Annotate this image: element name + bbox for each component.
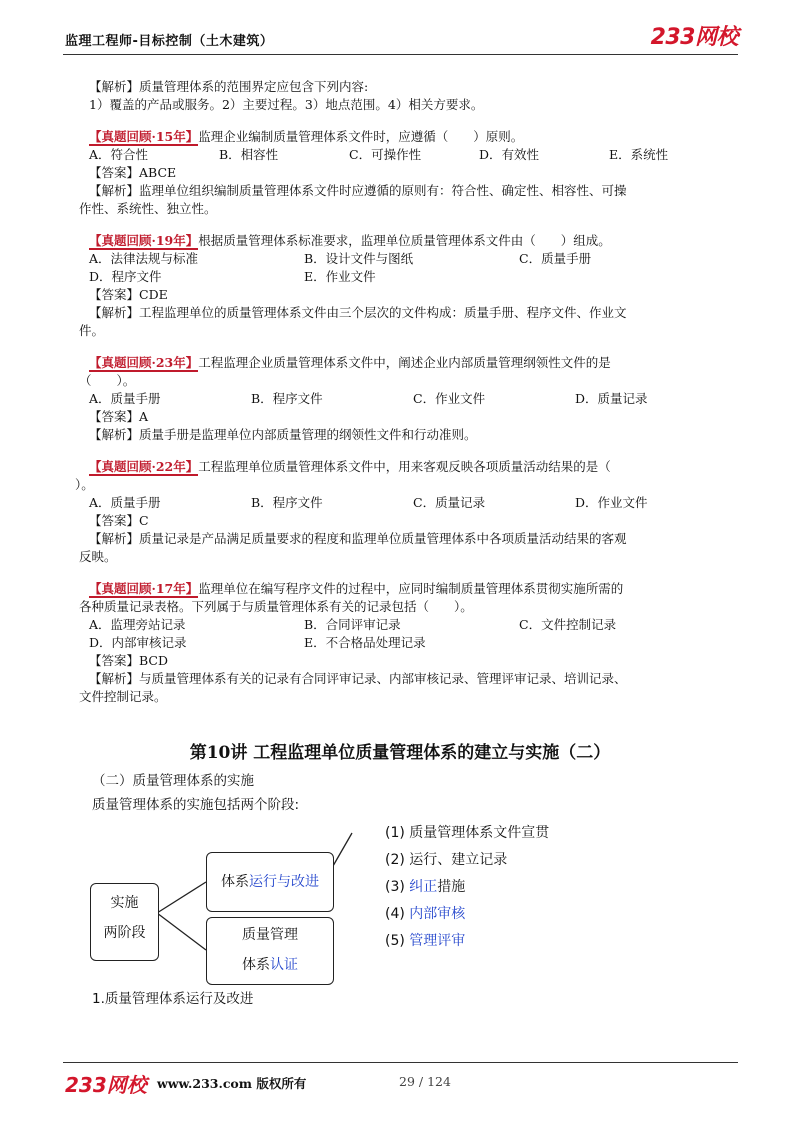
analysis-text: 【解析】监理单位组织编制质量管理体系文件时应遵循的原则有：符合性、确定性、相容性、可操	[89, 183, 627, 198]
answer-text: 【答案】CDE	[89, 287, 168, 302]
phase-box-line: 实施	[110, 895, 139, 911]
answer-text: 【答案】ABCE	[89, 165, 177, 180]
question-text: 工程监理企业质量管理体系文件中，阐述企业内部质量管理纲领性文件的是	[198, 355, 611, 370]
footer-divider	[63, 1062, 738, 1063]
option: B．合同评审记录	[304, 617, 401, 632]
step-item	[385, 903, 465, 923]
option: D．质量记录	[575, 391, 648, 406]
operation-box-text: 体系	[221, 874, 249, 890]
section-title: 第10讲 工程监理单位质量管理体系的建立与实施（二）	[189, 743, 611, 763]
question-text: 监理单位在编写程序文件的过程中，应同时编制质量管理体系贯彻实施所需的	[198, 581, 624, 596]
subsection-title: （二）质量管理体系的实施	[92, 773, 254, 789]
step-number: (2)	[385, 852, 405, 868]
question-text: 各种质量记录表格。下列属于与质量管理体系有关的记录包括（ ）。	[79, 599, 473, 614]
step-text: 质量管理体系文件宣贯	[409, 825, 550, 841]
option: A．质量手册	[89, 391, 161, 406]
certification-box-text: 体系	[242, 957, 270, 973]
option: E．作业文件	[304, 269, 376, 284]
option: E．系统性	[609, 147, 669, 162]
option: B．程序文件	[251, 495, 323, 510]
question-tag: 【真题回顾·22年】	[89, 459, 199, 474]
analysis-text: 【解析】质量管理体系的范围界定应包含下列内容:	[89, 79, 369, 94]
intro-text: 质量管理体系的实施包括两个阶段:	[92, 797, 300, 813]
option: A．监理旁站记录	[89, 617, 186, 632]
option: B．程序文件	[251, 391, 323, 406]
question-text: 根据质量管理体系标准要求，监理单位质量管理体系文件由（ ）组成。	[198, 233, 611, 248]
footer-site-link[interactable]: www.233.com 版权所有	[157, 1076, 307, 1091]
analysis-text: 作性、系统性、独立性。	[79, 201, 217, 216]
question-text: 工程监理单位质量管理体系文件中，用来客观反映各项质量活动结果的是（	[198, 459, 611, 474]
page-number: 29 / 124	[399, 1074, 451, 1089]
step-highlight: 内部审核	[409, 906, 466, 922]
step-text: 运行、建立记录	[409, 852, 508, 868]
question-tag: 【真题回顾·23年】	[89, 355, 199, 370]
header-title: 监理工程师-目标控制（土木建筑）	[65, 34, 274, 49]
question-tag: 【真题回顾·19年】	[89, 233, 199, 248]
analysis-text: 【解析】工程监理单位的质量管理体系文件由三个层次的文件构成：质量手册、程序文件、作业文	[89, 305, 627, 320]
operation-box	[206, 852, 334, 912]
step-number: (1)	[385, 825, 405, 841]
certification-box-highlight: 认证	[270, 957, 298, 973]
analysis-text: 【解析】质量手册是监理单位内部质量管理的纲领性文件和行动准则。	[89, 427, 477, 442]
option: B．相容性	[219, 147, 279, 162]
option: B．设计文件与图纸	[304, 251, 414, 266]
option: D．程序文件	[89, 269, 162, 284]
analysis-text: 【解析】与质量管理体系有关的记录有合同评审记录、内部审核记录、管理评审记录、培训记录、	[89, 671, 627, 686]
option: A．法律法规与标准	[89, 251, 199, 266]
option: A．符合性	[89, 147, 149, 162]
step-item	[385, 822, 549, 842]
option: E．不合格品处理记录	[304, 635, 426, 650]
option: C．质量记录	[413, 495, 486, 510]
option: D．有效性	[479, 147, 540, 162]
step-highlight: 纠正	[409, 879, 438, 895]
step-number: (3)	[385, 879, 405, 895]
step-item	[385, 849, 507, 869]
option: D．内部审核记录	[89, 635, 187, 650]
certification-box-line: 质量管理	[242, 927, 298, 943]
certification-box	[206, 917, 334, 985]
step-number: (5)	[385, 933, 405, 949]
question-text: ）。	[75, 477, 94, 492]
answer-text: 【答案】C	[89, 513, 149, 528]
phase-box	[90, 883, 159, 961]
operation-box-highlight: 运行与改进	[249, 874, 319, 890]
answer-text: 【答案】A	[89, 409, 149, 424]
step-text: 措施	[437, 879, 466, 895]
option: C．文件控制记录	[519, 617, 617, 632]
subsection-heading: 1.质量管理体系运行及改进	[92, 991, 254, 1007]
brand-logo: 233网校	[650, 25, 738, 50]
step-item	[385, 930, 465, 950]
question-tag: 【真题回顾·17年】	[89, 581, 199, 596]
step-highlight: 管理评审	[409, 933, 466, 949]
question-tag: 【真题回顾·15年】	[89, 129, 199, 144]
question-text: 监理企业编制质量管理体系文件时，应遵循（ ）原则。	[198, 129, 524, 144]
analysis-text: 反映。	[79, 549, 117, 564]
analysis-text: 件。	[79, 323, 105, 338]
phase-box-line: 两阶段	[103, 925, 146, 941]
step-item	[385, 876, 465, 896]
question-text: （ ）。	[79, 373, 136, 388]
option: A．质量手册	[89, 495, 161, 510]
step-number: (4)	[385, 906, 405, 922]
analysis-text: 文件控制记录。	[79, 689, 167, 704]
option: D．作业文件	[575, 495, 648, 510]
analysis-text: 【解析】质量记录是产品满足质量要求的程度和监理单位质量管理体系中各项质量活动结果的客观	[89, 531, 627, 546]
answer-text: 【答案】BCD	[89, 653, 169, 668]
option: C．可操作性	[349, 147, 422, 162]
option: C．作业文件	[413, 391, 486, 406]
analysis-text: 1）覆盖的产品或服务。2）主要过程。3）地点范围。4）相关方要求。	[89, 97, 484, 112]
option: C．质量手册	[519, 251, 592, 266]
footer-logo: 233网校	[65, 1073, 147, 1097]
